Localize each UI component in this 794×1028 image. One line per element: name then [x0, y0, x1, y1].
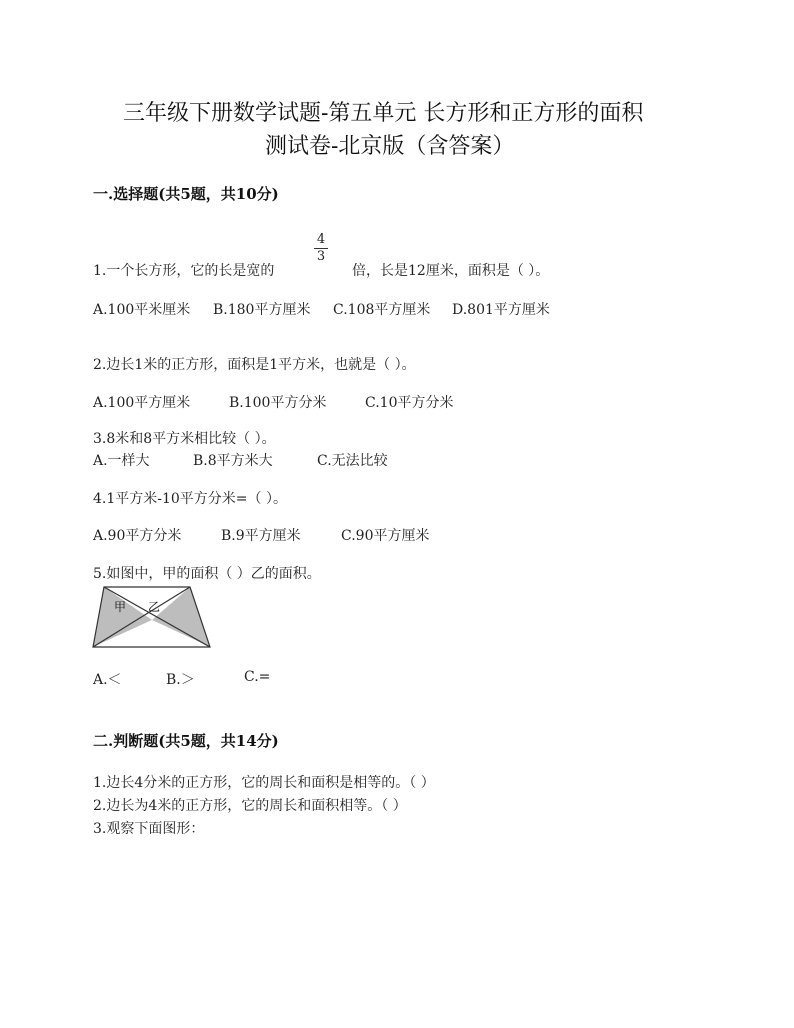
question-4-text: 4.1平方米-10平方分米=（ ）。: [93, 491, 287, 507]
fraction-numerator: 4: [316, 232, 326, 247]
question-2-text: 2.边长1米的正方形，面积是1平方米，也就是（ ）。: [93, 357, 416, 373]
question-1-text-before: 1.一个长方形，它的长是宽的: [93, 263, 275, 279]
question-1-option-a: A.100平米厘米: [93, 302, 191, 318]
question-3-option-a: A.一样大: [93, 453, 150, 469]
question-1-text-after: 倍，长是12厘米，面积是（ ）。: [352, 263, 550, 279]
question-5-option-a: A.＜: [93, 672, 122, 688]
question-1-fraction: [314, 233, 328, 264]
judgment-item-3: 3.观察下面图形：: [93, 821, 205, 837]
question-3-text: 3.8米和8平方米相比较（ ）。: [93, 431, 276, 447]
judgment-item-2: 2.边长为4米的正方形，它的周长和面积相等。（ ）: [93, 798, 407, 814]
document-title-line2: 测试卷-北京版（含答案）: [265, 134, 515, 159]
question-5-trapezoid-figure: [92, 586, 212, 648]
judgment-item-1: 1.边长4分米的正方形，它的周长和面积是相等的。（ ）: [93, 775, 435, 791]
question-2-option-b: B.100平方分米: [229, 395, 327, 411]
question-4-option-c: C.90平方厘米: [341, 528, 430, 544]
question-3-option-c: C.无法比较: [317, 453, 388, 469]
question-5-option-b: B.＞: [166, 672, 195, 688]
question-3-option-b: B.8平方米大: [193, 453, 273, 469]
question-2-option-a: A.100平方厘米: [93, 395, 191, 411]
question-1-option-c: C.108平方厘米: [333, 302, 431, 318]
question-1-option-b: B.180平方厘米: [213, 302, 311, 318]
figure-label-jia: 甲: [114, 600, 127, 614]
question-5-text: 5.如图中，甲的面积（ ）乙的面积。: [93, 566, 321, 582]
figure-label-yi: 乙: [148, 600, 161, 614]
fraction-denominator: 3: [316, 249, 326, 264]
question-5-option-c: C.=: [244, 669, 271, 685]
document-title-line1: 三年级下册数学试题-第五单元 长方形和正方形的面积: [123, 101, 644, 126]
question-2-option-c: C.10平方分米: [365, 395, 454, 411]
question-1-option-d: D.801平方厘米: [452, 302, 550, 318]
question-4-option-b: B.9平方厘米: [221, 528, 301, 544]
section-heading-choice: 一.选择题(共5题，共10分): [93, 185, 279, 203]
question-4-option-a: A.90平方分米: [93, 528, 182, 544]
section-heading-judgment: 二.判断题(共5题，共14分): [93, 732, 279, 750]
